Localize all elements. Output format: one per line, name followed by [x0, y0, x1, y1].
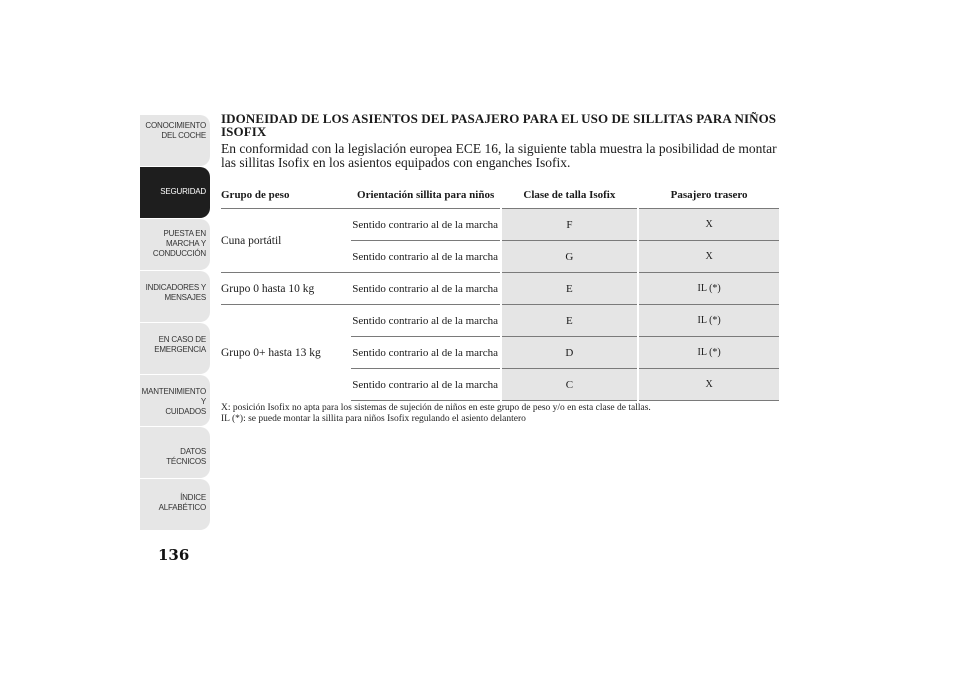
tab-mantenimiento-y-cuidados[interactable] [140, 375, 210, 426]
tab-indice-alfabetico[interactable] [140, 479, 210, 530]
table-row [221, 273, 780, 305]
table-header-row [221, 182, 780, 209]
isofix-class-cell: G [501, 241, 639, 273]
group-name-cell: Cuna portátil [221, 209, 351, 273]
section-title: IDONEIDAD DE LOS ASIENTOS DEL PASAJERO PARA EL USO DE SILLITAS PARA NIÑOS ISOFIX [221, 111, 777, 139]
intro-paragraph: En conformidad con la legislación europea ECE 16, la siguiente tabla muestra la posibilidad de montar las sillitas Isofix en los asientos equipados con enganches Isofix. [221, 141, 777, 170]
orientation-cell: Sentido contrario al de la marcha [351, 369, 501, 401]
orientation-cell: Sentido contrario al de la marcha [351, 273, 501, 305]
orientation-cell: Sentido contrario al de la marcha [351, 305, 501, 337]
group-name-cell: Grupo 0+ hasta 13 kg [221, 305, 351, 401]
header-orientacion: Orientación sillita para niños [357, 189, 495, 201]
isofix-suitability-table [221, 182, 781, 401]
footnote-il: IL (*): se puede montar la sillita para niños Isofix regulando el asiento delantero [221, 414, 526, 424]
header-pasajero-trasero: Pasajero trasero [670, 189, 748, 201]
orientation-cell: Sentido contrario al de la marcha [351, 241, 501, 273]
footnote-x: X: posición Isofix no apta para los sistemas de sujeción de niños en este grupo de peso y/o en esta clase de tallas. [221, 403, 651, 413]
tab-datos-tecnicos[interactable] [140, 427, 210, 478]
section-content [221, 112, 781, 170]
tab-label: PUESTA EN MARCHA Y CONDUCCIÓN [152, 229, 206, 258]
tab-indicadores-y-mensajes[interactable] [140, 271, 210, 322]
header-grupo-de-peso: Grupo de peso [221, 189, 290, 201]
rear-passenger-cell: X [638, 209, 780, 241]
tab-label: CONOCIMIENTO DEL COCHE [145, 121, 206, 140]
page-number: 136 [158, 546, 190, 564]
tab-label: SEGURIDAD [160, 187, 206, 196]
isofix-class-cell: D [501, 337, 639, 369]
tab-conocimiento-del-coche[interactable] [140, 115, 210, 166]
tab-label: INDICADORES Y MENSAJES [145, 283, 206, 302]
rear-passenger-cell: IL (*) [638, 305, 780, 337]
orientation-cell: Sentido contrario al de la marcha [351, 337, 501, 369]
rear-passenger-cell: IL (*) [638, 337, 780, 369]
rear-passenger-cell: X [638, 369, 780, 401]
tab-seguridad[interactable] [140, 167, 210, 218]
tab-puesta-en-marcha[interactable] [140, 219, 210, 270]
group-name-cell: Grupo 0 hasta 10 kg [221, 273, 351, 305]
tab-en-caso-de-emergencia[interactable] [140, 323, 210, 374]
orientation-cell: Sentido contrario al de la marcha [351, 209, 501, 241]
rear-passenger-cell: IL (*) [638, 273, 780, 305]
table-row [221, 209, 780, 241]
tab-label: ÍNDICE ALFABÉTICO [158, 493, 206, 512]
tab-label: DATOS TÉCNICOS [166, 447, 206, 466]
rear-passenger-cell: X [638, 241, 780, 273]
isofix-class-cell: C [501, 369, 639, 401]
table-footnotes [221, 403, 801, 425]
isofix-class-cell: E [501, 273, 639, 305]
tab-label: EN CASO DE EMERGENCIA [154, 335, 206, 354]
tab-label: MANTENIMIENTO Y CUIDADOS [141, 387, 206, 416]
header-clase-talla: Clase de talla Isofix [523, 189, 616, 201]
chapter-tab-index [140, 115, 210, 531]
table-row [221, 305, 780, 337]
isofix-class-cell: E [501, 305, 639, 337]
isofix-class-cell: F [501, 209, 639, 241]
